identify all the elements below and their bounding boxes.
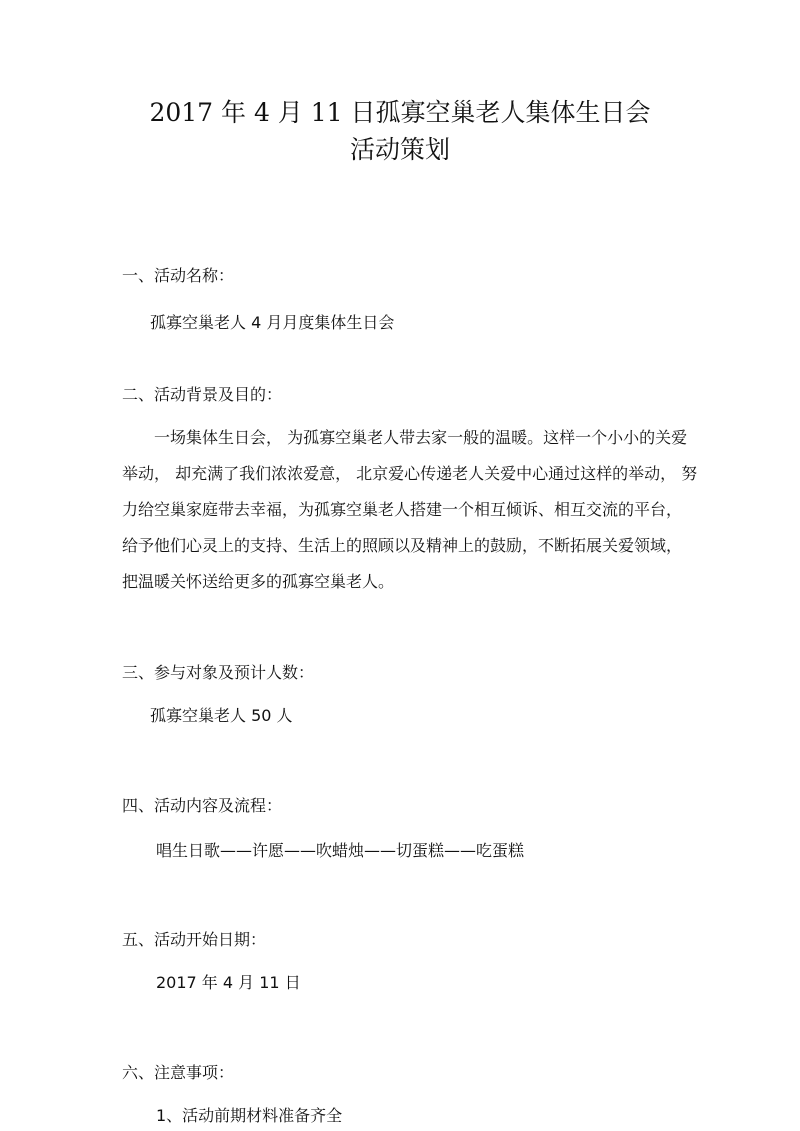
document-title-line-2: 活动策划 <box>349 135 450 164</box>
background-line: 力给空巢家庭带去幸福，为孤寡空巢老人搭建一个相互倾诉、相互交流的平台， <box>122 500 683 519</box>
background-paragraph <box>122 420 698 600</box>
start-date-value: 2017 年 4 月 11 日 <box>156 973 301 992</box>
participants-value: 孤寡空巢老人 50 人 <box>150 706 293 725</box>
note-item-1: 1、活动前期材料准备齐全 <box>156 1106 343 1125</box>
section-heading-participants: 三、参与对象及预计人数： <box>122 663 315 682</box>
activity-name-value: 孤寡空巢老人 4 月月度集体生日会 <box>150 313 395 332</box>
section-heading-start-date: 五、活动开始日期： <box>122 930 267 949</box>
section-heading-activity-name: 一、活动名称： <box>122 266 235 285</box>
section-heading-background: 二、活动背景及目的： <box>122 385 283 404</box>
section-heading-content-flow: 四、活动内容及流程： <box>122 796 283 815</box>
background-line: 把温暖关怀送给更多的孤寡空巢老人。 <box>122 572 395 591</box>
background-line: 举动， 却充满了我们浓浓爱意， 北京爱心传递老人关爱中心通过这样的举动， 努 <box>122 464 698 483</box>
document-title-line-1: 2017 年 4 月 11 日孤寡空巢老人集体生日会 <box>149 98 651 127</box>
background-line: 一场集体生日会， 为孤寡空巢老人带去家一般的温暖。这样一个小小的关爱 <box>154 428 688 447</box>
content-flow-value: 唱生日歌——许愿——吹蜡烛——切蛋糕——吃蛋糕 <box>156 841 525 860</box>
background-line: 给予他们心灵上的支持、生活上的照顾以及精神上的鼓励，不断拓展关爱领域， <box>122 536 683 555</box>
section-heading-notes: 六、注意事项： <box>122 1063 235 1082</box>
